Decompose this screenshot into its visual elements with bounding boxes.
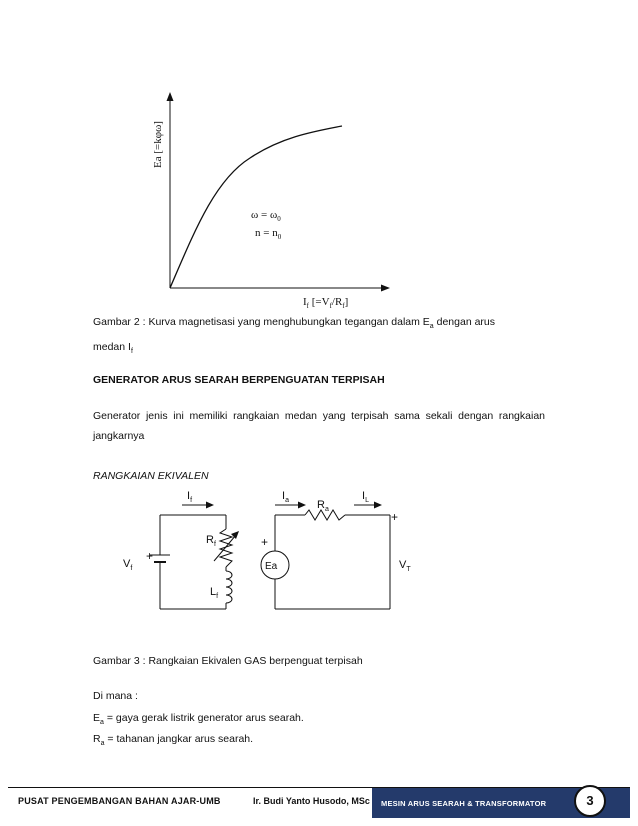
footer-institution: PUSAT PENGEMBANGAN BAHAN AJAR-UMB: [18, 796, 221, 806]
terminal-voltage-label: $V_T$: [399, 559, 411, 573]
footer-author: Ir. Budi Yanto Husodo, MSc: [253, 796, 370, 806]
y-axis-label: Ea [=kφω]: [152, 121, 164, 168]
armature-resistor-label: $R_a$: [317, 499, 329, 513]
definition-ea: $E_a$ = gaya gerak listrik generator arus searah.: [93, 712, 304, 727]
field-current-arrow: [206, 502, 214, 509]
equivalent-circuit-heading: RANGKAIAN EKIVALEN: [93, 470, 209, 482]
load-current-label: $I_L$: [362, 490, 369, 504]
x-axis-label: $I_f$ $[=V_f/R_f]$: [303, 296, 349, 310]
battery-plus: +: [146, 549, 154, 563]
section-heading: GENERATOR ARUS SEARAH BERPENGUATAN TERPISAH: [93, 374, 385, 386]
section-paragraph: Generator jenis ini memiliki rangkaian medan yang terpisah sama sekali dengan rangkaian jangkarnya: [93, 410, 545, 442]
load-current-arrow: [374, 502, 382, 509]
page-number: 3: [574, 785, 606, 817]
armature-current-label: $I_a$: [282, 490, 289, 504]
armature-circuit: [275, 515, 390, 609]
armature-source-label: Ea: [265, 561, 278, 572]
terminal-plus: +: [391, 510, 399, 524]
condition-n: $n = n_0$: [255, 227, 282, 241]
field-inductor-label: $L_f$: [210, 586, 219, 600]
equivalent-circuit-figure: [110, 485, 430, 620]
armature-current-arrow: [298, 502, 306, 509]
magnetization-curve-figure: [140, 90, 400, 315]
y-axis-arrow: [167, 92, 174, 101]
field-inductor: [226, 571, 232, 603]
x-axis-arrow: [381, 285, 390, 292]
figure2-caption: Gambar 2 : Kurva magnetisasi yang menghubungkan tegangan dalam $E_a$ dengan arus medan $I_f$: [93, 316, 496, 356]
where-label: Di mana :: [93, 690, 138, 702]
field-resistor: [220, 529, 232, 567]
field-current-label: $I_f$: [187, 490, 193, 504]
field-voltage-label: $V_f$: [123, 558, 133, 572]
armature-plus: +: [261, 535, 269, 549]
footer-course-title: MESIN ARUS SEARAH & TRANSFORMATOR: [381, 799, 547, 808]
condition-omega: $\omega = \omega_0$: [251, 209, 281, 223]
field-resistor-label: $R_f$: [206, 534, 216, 548]
magnetization-curve: [170, 126, 342, 288]
definition-ra: $R_a$ = tahanan jangkar arus searah.: [93, 733, 254, 748]
rheostat-arrow-head: [231, 531, 239, 539]
figure3-caption: Gambar 3 : Rangkaian Ekivalen GAS berpenguat terpisah: [93, 655, 363, 667]
